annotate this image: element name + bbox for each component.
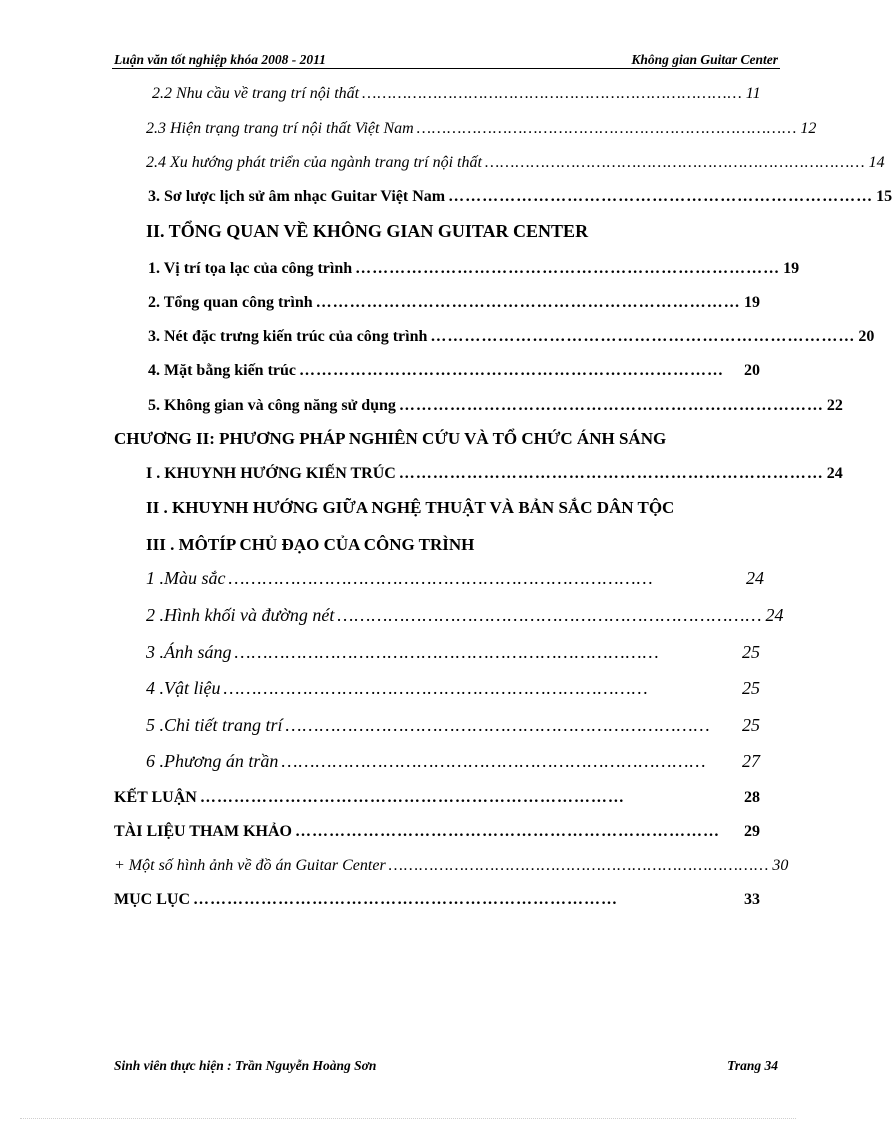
page-footer	[112, 1058, 780, 1076]
toc-entry: TÀI LIỆU THAM KHẢO ………………………………………………………………… 29	[114, 823, 760, 840]
toc-entry: 3. Sơ lược lịch sử âm nhạc Guitar Việt Nam ………………………………………………………………… 15	[148, 188, 892, 205]
toc-entry: + Một số hình ảnh về đồ án Guitar Center ………………………………………………………………… 30	[114, 857, 789, 874]
page-header	[112, 50, 780, 69]
toc-section-heading: III . MÔTÍP CHỦ ĐẠO CỦA CÔNG TRÌNH	[146, 535, 475, 554]
toc-entry: 1. Vị trí tọa lạc của công trình ………………………………………………………………… 19	[148, 260, 800, 277]
toc-entry: 6 .Phương án trần ………………………………………………………………… 27	[146, 751, 760, 771]
header-project-title: Không gian Guitar Center	[631, 52, 778, 67]
toc-entry: I . KHUYNH HƯỚNG KIẾN TRÚC ………………………………………………………………… 24	[146, 465, 843, 482]
toc-chapter-heading: CHƯƠNG II: PHƯƠNG PHÁP NGHIÊN CỨU VÀ TỔ CHỨC ÁNH SÁNG	[114, 429, 667, 448]
toc-entry: 3 .Ánh sáng ………………………………………………………………… 25	[146, 642, 760, 662]
toc-entry: 2.4 Xu hướng phát triển của ngành trang trí nội thất ………………………………………………………………… 14	[146, 154, 885, 171]
toc-section-heading: II . KHUYNH HƯỚNG GIỮA NGHỆ THUẬT VÀ BẢN SẮC DÂN TỘC	[146, 498, 675, 517]
footer-page-number: Trang 34	[727, 1058, 778, 1073]
toc-entry: KẾT LUẬN ………………………………………………………………… 28	[114, 789, 760, 806]
toc-entry: 4 .Vật liệu ………………………………………………………………… 25	[146, 678, 760, 698]
toc-entry: 2 .Hình khối và đường nét ………………………………………………………………… 24	[146, 605, 784, 625]
toc-entry: MỤC LỤC ………………………………………………………………… 33	[114, 891, 760, 908]
toc-entry: 5 .Chi tiết trang trí ………………………………………………………………… 25	[146, 715, 760, 735]
toc-entry: 4. Mặt bằng kiến trúc ………………………………………………………………… 20	[148, 362, 760, 379]
toc-entry: 2.3 Hiện trạng trang trí nội thất Việt Nam ………………………………………………………………… 12	[146, 120, 817, 137]
footer-author: Sinh viên thực hiện : Trần Nguyễn Hoàng Sơn	[114, 1058, 377, 1073]
toc-entry: 2. Tổng quan công trình ………………………………………………………………… 19	[148, 294, 760, 311]
toc-entry: 2.2 Nhu cầu về trang trí nội thất ………………………………………………………………… 11	[152, 85, 761, 102]
toc-entry: 5. Không gian và công năng sử dụng ………………………………………………………………… 22	[148, 397, 843, 414]
toc-entry: 1 .Màu sắc ………………………………………………………………… 24	[146, 568, 764, 588]
toc-entry: 3. Nét đặc trưng kiến trúc của công trình ………………………………………………………………… 20	[148, 328, 875, 345]
page-bottom-divider	[20, 1118, 796, 1119]
header-thesis-title: Luận văn tốt nghiệp khóa 2008 - 2011	[114, 52, 326, 67]
toc-section-heading: II. TỔNG QUAN VỀ KHÔNG GIAN GUITAR CENTER	[146, 221, 589, 241]
